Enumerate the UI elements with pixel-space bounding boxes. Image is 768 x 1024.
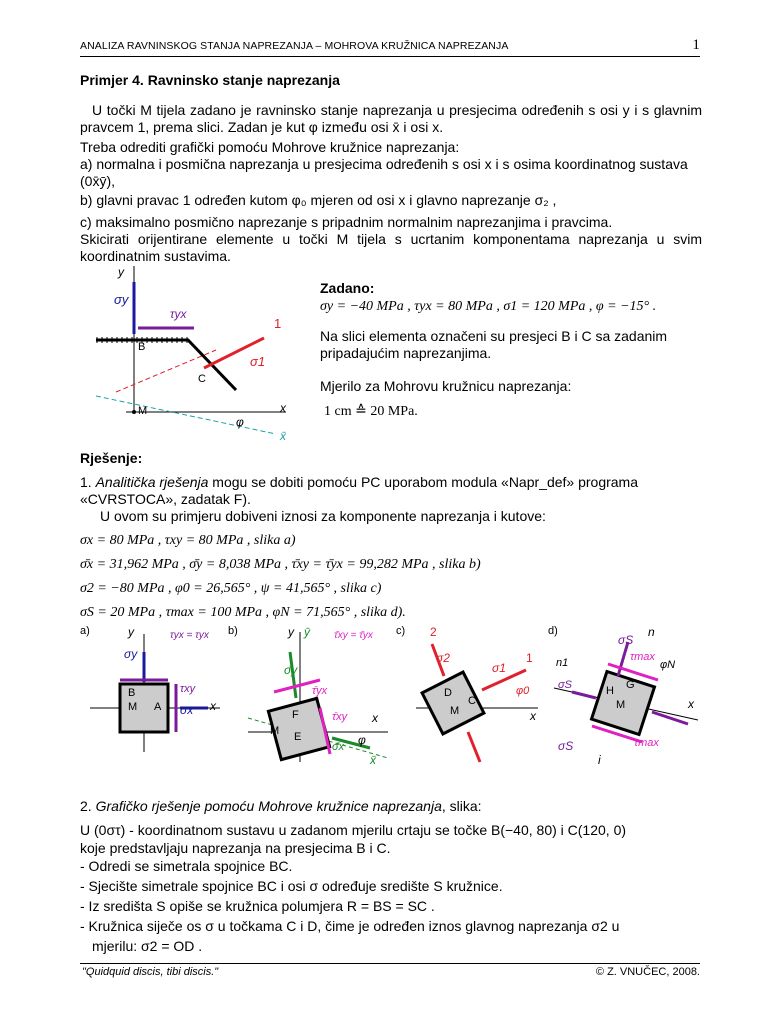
footer-quote: "Quidquid discis, tibi discis." bbox=[82, 966, 219, 978]
d-ss-arrow-3 bbox=[572, 692, 596, 698]
fig-y-label: y bbox=[118, 265, 124, 279]
d-phin-label: φN bbox=[660, 659, 676, 671]
p1-num: 1. bbox=[80, 474, 96, 490]
c-one-label: 1 bbox=[526, 651, 533, 665]
d-h-label: H bbox=[606, 685, 614, 697]
fig-xbar-label: x̄ bbox=[280, 429, 286, 443]
d-ss3-label: σS bbox=[558, 739, 574, 753]
c-two-label: 2 bbox=[430, 625, 437, 639]
a-y-label: y bbox=[128, 625, 134, 639]
fig-sy-label: σy bbox=[114, 292, 129, 307]
figure-b bbox=[228, 622, 398, 772]
d-ss2-label: σS bbox=[558, 679, 572, 691]
a-x-label: x bbox=[210, 699, 216, 713]
figure-a bbox=[80, 622, 240, 772]
given-label: Zadano: bbox=[320, 280, 375, 296]
body-edge bbox=[96, 340, 236, 390]
task-a: a) normalna i posmična naprezanja u presjecima određenih s osi x i s osima koordinatnog sustava (0x̄ȳ), bbox=[80, 156, 688, 189]
intro-line: Treba odrediti grafički pomoću Mohrove kružnice naprezanja: bbox=[80, 139, 460, 155]
solution-label: Rješenje: bbox=[80, 450, 143, 466]
example-title: Primjer 4. Ravninsko stanje naprezanja bbox=[80, 72, 340, 88]
c-x-label: x bbox=[530, 709, 536, 723]
result-1: σx = 80 MPa , τxy = 80 MPa , slika a) bbox=[80, 533, 296, 548]
graphic-l7: mjerilu: σ2 = OD . bbox=[92, 938, 203, 954]
scale-label: Mjerilo za Mohrovu kružnicu naprezanja: bbox=[320, 378, 572, 394]
fig-tyx-label: τyx bbox=[170, 307, 187, 321]
b-e-label: E bbox=[294, 731, 302, 743]
intro-paragraph: U točki M tijela zadano je ravninsko stanje naprezanja u presjecima određenih s osi y i s glavnim pravcem 1, prema slici. Zadan je kut φ između osi x̄ i osi x. bbox=[80, 102, 702, 135]
c-d-label: D bbox=[444, 687, 452, 699]
graphic-l4: - Sjecište simetrale spojnice BC i osi σ određuje središte S kružnice. bbox=[80, 878, 503, 894]
graphic-l6: - Kružnica siječe os σ u točkama C i D, čime je određen iznos glavnog naprezanja σ2 u bbox=[80, 918, 620, 934]
task-b: b) glavni pravac 1 određen kutom φ₀ mjeren od osi x i glavno naprezanje σ₂ , bbox=[80, 192, 557, 208]
a-panel-label: a) bbox=[80, 625, 90, 637]
c-c-label: C bbox=[468, 695, 476, 707]
scale-value: 1 cm ≙ 20 MPa. bbox=[324, 404, 418, 419]
figure-d bbox=[548, 622, 708, 772]
c-s2-label: σ2 bbox=[436, 651, 450, 665]
d-n1-label: n1 bbox=[556, 657, 569, 669]
fig-m-label: M bbox=[138, 405, 148, 417]
b-ybar-label: ȳ bbox=[304, 625, 310, 639]
d-x-label: x bbox=[688, 697, 694, 711]
footer-copyright: © Z. VNUČEC, 2008. bbox=[595, 966, 700, 978]
b-tyx-label: τ̄yx bbox=[312, 685, 328, 697]
xbar-axis bbox=[96, 396, 276, 434]
a-a-label: A bbox=[154, 701, 162, 713]
d-tmax-label: τmax bbox=[630, 651, 655, 663]
b-sy-label: σ̄y bbox=[284, 663, 298, 677]
solution-p1-d: U ovom su primjeru dobiveni iznosi za komponente naprezanja i kutove: bbox=[100, 508, 546, 524]
point-m bbox=[132, 410, 136, 414]
d-g-label: G bbox=[626, 679, 635, 691]
fig-b-label: B bbox=[138, 341, 146, 353]
b-txy-label: τ̄xy bbox=[332, 711, 348, 723]
graphic-l3: - Odredi se simetrala spojnice BC. bbox=[80, 858, 293, 874]
a-tyx-label: τyx = τyx bbox=[170, 630, 209, 641]
c-m-label: M bbox=[450, 705, 460, 717]
result-3: σ2 = −80 MPa , φ0 = 26,565° , ψ = 41,565° , slika c) bbox=[80, 581, 382, 596]
header-title: ANALIZA RAVNINSKOG STANJA NAPREZANJA – MOHROVA KRUŽNICA NAPREZANJA bbox=[80, 40, 509, 52]
graphic-l5: - Iz središta S opiše se kružnica polumjera R = BS = SC . bbox=[80, 898, 435, 914]
d-tmax2-label: τmax bbox=[634, 737, 659, 749]
a-txy-label: τxy bbox=[180, 683, 196, 695]
fig-phi-label: φ bbox=[236, 415, 244, 429]
b-y-label: y bbox=[288, 625, 294, 639]
solution-p1 bbox=[80, 474, 702, 508]
p1-rest: mogu se dobiti pomoću PC uporabom modula «Napr_def» programa «CVRSTOCA», zadatak F). bbox=[80, 474, 638, 507]
graphic-l2: koje predstavljaju naprezanja na presjecima B i C. bbox=[80, 840, 391, 856]
given-note: Na slici elementa označeni su presjeci B i C sa zadanim pripadajućim naprezanjima. bbox=[320, 328, 668, 361]
d-ss-label: σS bbox=[618, 633, 634, 647]
d-i-label: i bbox=[598, 753, 601, 767]
c-panel-label: c) bbox=[396, 625, 406, 637]
a-sy-label: σy bbox=[124, 647, 138, 661]
graphic-heading bbox=[80, 798, 702, 815]
task-d: Skicirati orijentirane elemente u točki M tijela s ucrtanim komponentama naprezanja u svim koordinatnim sustavima. bbox=[80, 231, 702, 264]
b-xbar-label: x̄ bbox=[370, 753, 376, 767]
fig-x-label: x bbox=[280, 401, 286, 415]
fig-one-label: 1 bbox=[274, 316, 282, 331]
c-s2-arrow-2 bbox=[468, 732, 480, 762]
b-f-label: F bbox=[292, 709, 299, 721]
main-figure bbox=[86, 262, 296, 444]
footer-rule bbox=[80, 963, 700, 964]
b-t-label: τ̄xy = τ̄yx bbox=[334, 630, 373, 641]
b-panel-label: b) bbox=[228, 625, 238, 637]
figure-c bbox=[396, 622, 546, 772]
page-header bbox=[80, 37, 700, 53]
b-x-label: x bbox=[372, 711, 378, 725]
graphic-l1: U (0στ) - koordinatnom sustavu u zadanom mjerilu crtaju se točke B(−40, 80) i C(120, 0) bbox=[80, 822, 627, 838]
p1-italic: Analitička rješenja bbox=[95, 474, 209, 490]
d-n-label: n bbox=[648, 625, 655, 639]
b-m-label: M bbox=[270, 725, 280, 737]
d-m-label: M bbox=[616, 699, 626, 711]
page-number: 1 bbox=[692, 37, 700, 53]
a-sx-label: σx bbox=[180, 703, 194, 717]
a-m-label: M bbox=[128, 701, 138, 713]
task-c: c) maksimalno posmično naprezanje s pripadnim normalnim naprezanjima i pravcima. bbox=[80, 214, 613, 230]
result-4: σS = 20 MPa , τmax = 100 MPa , φN = 71,565° , slika d). bbox=[80, 605, 406, 620]
c-s1-label: σ1 bbox=[492, 661, 506, 675]
given-values: σy = −40 MPa , τyx = 80 MPa , σ1 = 120 MPa , φ = −15° . bbox=[320, 299, 657, 314]
fig-c-label: C bbox=[198, 373, 206, 385]
p2-rest: , slika: bbox=[441, 798, 482, 814]
principal-axis-line bbox=[116, 350, 216, 392]
c-phi-label: φ0 bbox=[516, 685, 530, 697]
b-phi-label: φ bbox=[358, 733, 366, 747]
fig-s1-label: σ1 bbox=[250, 354, 266, 369]
p2-num: 2. bbox=[80, 798, 96, 814]
a-b-label: B bbox=[128, 687, 136, 699]
result-2: σ̄x = 31,962 MPa , σ̄y = 8,038 MPa , τ̄xy = τ̄yx = 99,282 MPa , slika b) bbox=[80, 557, 481, 572]
p2-italic: Grafičko rješenje pomoću Mohrove kružnice naprezanja bbox=[95, 798, 442, 814]
header-rule bbox=[80, 56, 700, 57]
b-sx-label: σ̄x bbox=[332, 741, 345, 753]
d-panel-label: d) bbox=[548, 625, 558, 637]
